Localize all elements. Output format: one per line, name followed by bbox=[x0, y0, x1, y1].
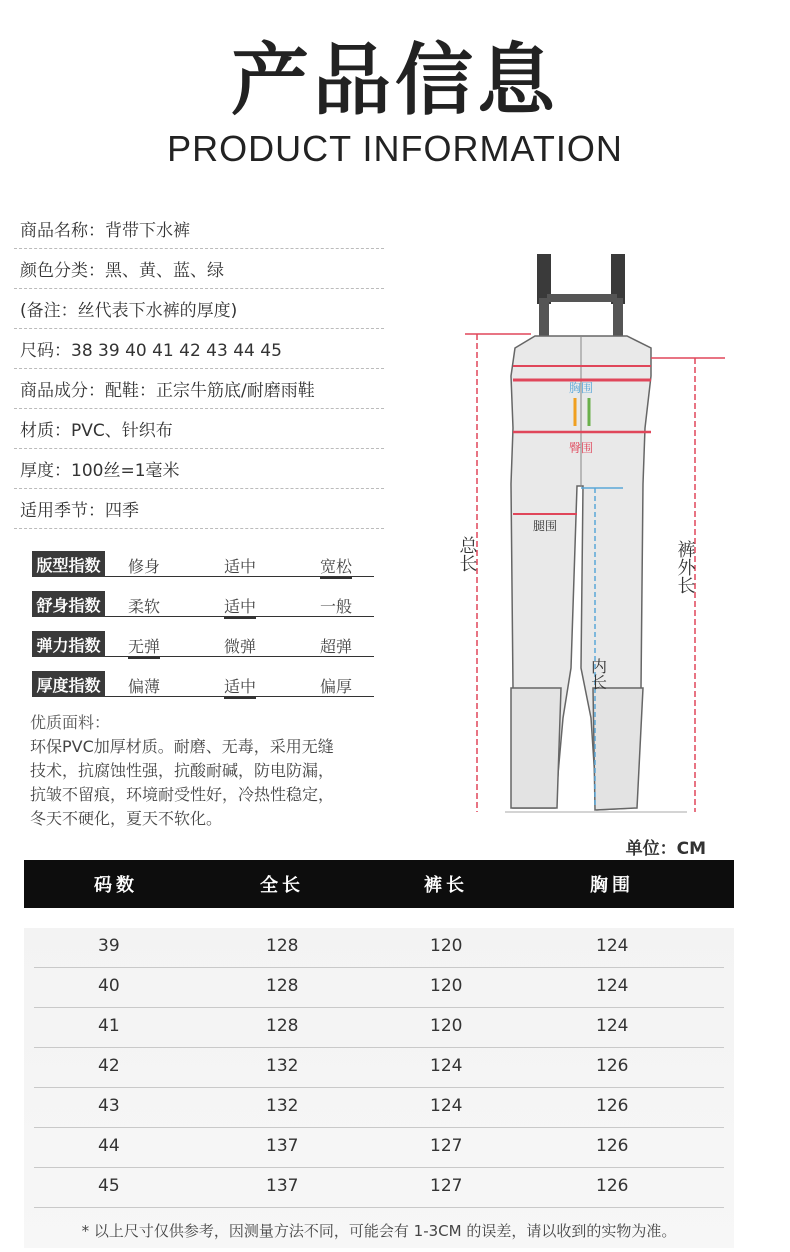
info-row: 颜色分类：黑、黄、蓝、绿 bbox=[14, 249, 384, 289]
index-label: 弹力指数 bbox=[32, 631, 105, 657]
size-cell: 127 bbox=[430, 1176, 463, 1196]
index-label: 版型指数 bbox=[32, 551, 105, 577]
size-cell: 128 bbox=[266, 976, 299, 996]
size-cell: 40 bbox=[98, 976, 120, 996]
index-option-selected: 宽松 bbox=[320, 554, 352, 579]
size-cell: 126 bbox=[596, 1136, 629, 1156]
size-header-cell: 胸围 bbox=[590, 875, 634, 896]
index-option: 超弹 bbox=[320, 637, 353, 656]
material-title: 优质面料： bbox=[30, 713, 111, 732]
size-cell: 124 bbox=[430, 1056, 463, 1076]
strap-bridge bbox=[547, 294, 617, 302]
info-row: 商品名称：背带下水裤 bbox=[14, 209, 384, 249]
size-cell: 43 bbox=[98, 1096, 120, 1116]
total-length-label: 总长 bbox=[456, 536, 478, 572]
index-option: 偏厚 bbox=[320, 677, 353, 696]
info-row: 商品成分：配鞋：正宗牛筋底/耐磨雨鞋 bbox=[14, 369, 384, 409]
size-cell: 120 bbox=[430, 936, 463, 956]
page-subtitle: PRODUCT INFORMATION bbox=[167, 128, 623, 169]
table-row bbox=[34, 1168, 724, 1208]
size-cell: 126 bbox=[596, 1056, 629, 1076]
table-row bbox=[34, 1128, 724, 1168]
index-option: 微弹 bbox=[224, 637, 257, 656]
index-row bbox=[30, 586, 374, 626]
size-cell: 132 bbox=[266, 1096, 299, 1116]
index-row bbox=[30, 626, 374, 666]
right-boot bbox=[593, 688, 643, 810]
index-label: 厚度指数 bbox=[32, 671, 105, 697]
size-header-cell: 码数 bbox=[94, 875, 138, 896]
page-title: 产品信息 bbox=[230, 36, 559, 126]
table-row bbox=[34, 1048, 724, 1088]
unit-label: 单位：CM bbox=[625, 839, 706, 859]
index-option: 偏薄 bbox=[128, 677, 161, 696]
left-boot bbox=[511, 688, 561, 808]
material-line: 冬天不硬化，夏天不软化。 bbox=[30, 809, 223, 828]
info-row: 适用季节：四季 bbox=[14, 489, 384, 529]
table-row bbox=[34, 1008, 724, 1048]
table-row bbox=[34, 928, 724, 968]
index-option: 适中 bbox=[224, 557, 257, 576]
table-row bbox=[34, 968, 724, 1008]
size-cell: 126 bbox=[596, 1176, 629, 1196]
size-cell: 124 bbox=[430, 1096, 463, 1116]
index-option-selected: 适中 bbox=[224, 594, 256, 619]
size-table-body bbox=[24, 928, 734, 1248]
info-list bbox=[14, 209, 384, 529]
hip-label: 臀围 bbox=[568, 441, 594, 455]
chest-label: 胸围 bbox=[568, 381, 594, 395]
material-line: 抗皱不留痕，环境耐受性好，冷热性稳定， bbox=[30, 785, 335, 804]
material-description bbox=[30, 711, 380, 831]
size-table-header bbox=[24, 860, 734, 908]
index-option: 修身 bbox=[128, 557, 161, 576]
size-cell: 39 bbox=[98, 936, 120, 956]
size-header-cell: 裤长 bbox=[424, 875, 468, 896]
table-row bbox=[34, 1088, 724, 1128]
index-option-selected: 无弹 bbox=[128, 634, 160, 659]
index-row bbox=[30, 546, 374, 586]
size-cell: 44 bbox=[98, 1136, 120, 1156]
index-option: 一般 bbox=[320, 597, 353, 616]
index-label: 舒身指数 bbox=[32, 591, 105, 617]
size-cell: 120 bbox=[430, 976, 463, 996]
wader-diagram bbox=[455, 248, 745, 828]
size-cell: 45 bbox=[98, 1176, 120, 1196]
size-note: * 以上尺寸仅供参考，因测量方法不同，可能会有 1-3CM 的误差，请以收到的实物为准。 bbox=[81, 1222, 677, 1240]
index-row bbox=[30, 666, 374, 706]
index-table bbox=[30, 546, 374, 706]
size-cell: 137 bbox=[266, 1176, 299, 1196]
size-cell: 124 bbox=[596, 1016, 629, 1036]
size-cell: 126 bbox=[596, 1096, 629, 1116]
size-cell: 120 bbox=[430, 1016, 463, 1036]
size-cell: 137 bbox=[266, 1136, 299, 1156]
inner-length-label: 内长 bbox=[588, 658, 608, 690]
size-cell: 41 bbox=[98, 1016, 120, 1036]
size-cell: 128 bbox=[266, 936, 299, 956]
info-row: 厚度：100丝=1毫米 bbox=[14, 449, 384, 489]
size-cell: 124 bbox=[596, 976, 629, 996]
outer-length-label: 裤外长 bbox=[674, 540, 696, 594]
material-line: 环保PVC加厚材质。耐磨、无毒，采用无缝 bbox=[30, 737, 334, 756]
info-row: 尺码：38 39 40 41 42 43 44 45 bbox=[14, 329, 384, 369]
size-cell: 42 bbox=[98, 1056, 120, 1076]
size-header-cell: 全长 bbox=[260, 875, 304, 896]
size-cell: 124 bbox=[596, 936, 629, 956]
info-row: (备注：丝代表下水裤的厚度) bbox=[14, 289, 384, 329]
info-row: 材质：PVC、针织布 bbox=[14, 409, 384, 449]
thigh-label: 腿围 bbox=[532, 519, 558, 533]
size-cell: 132 bbox=[266, 1056, 299, 1076]
index-option: 柔软 bbox=[128, 597, 161, 616]
index-option-selected: 适中 bbox=[224, 674, 256, 699]
size-cell: 127 bbox=[430, 1136, 463, 1156]
material-line: 技术，抗腐蚀性强，抗酸耐碱，防电防漏， bbox=[30, 761, 335, 780]
size-cell: 128 bbox=[266, 1016, 299, 1036]
